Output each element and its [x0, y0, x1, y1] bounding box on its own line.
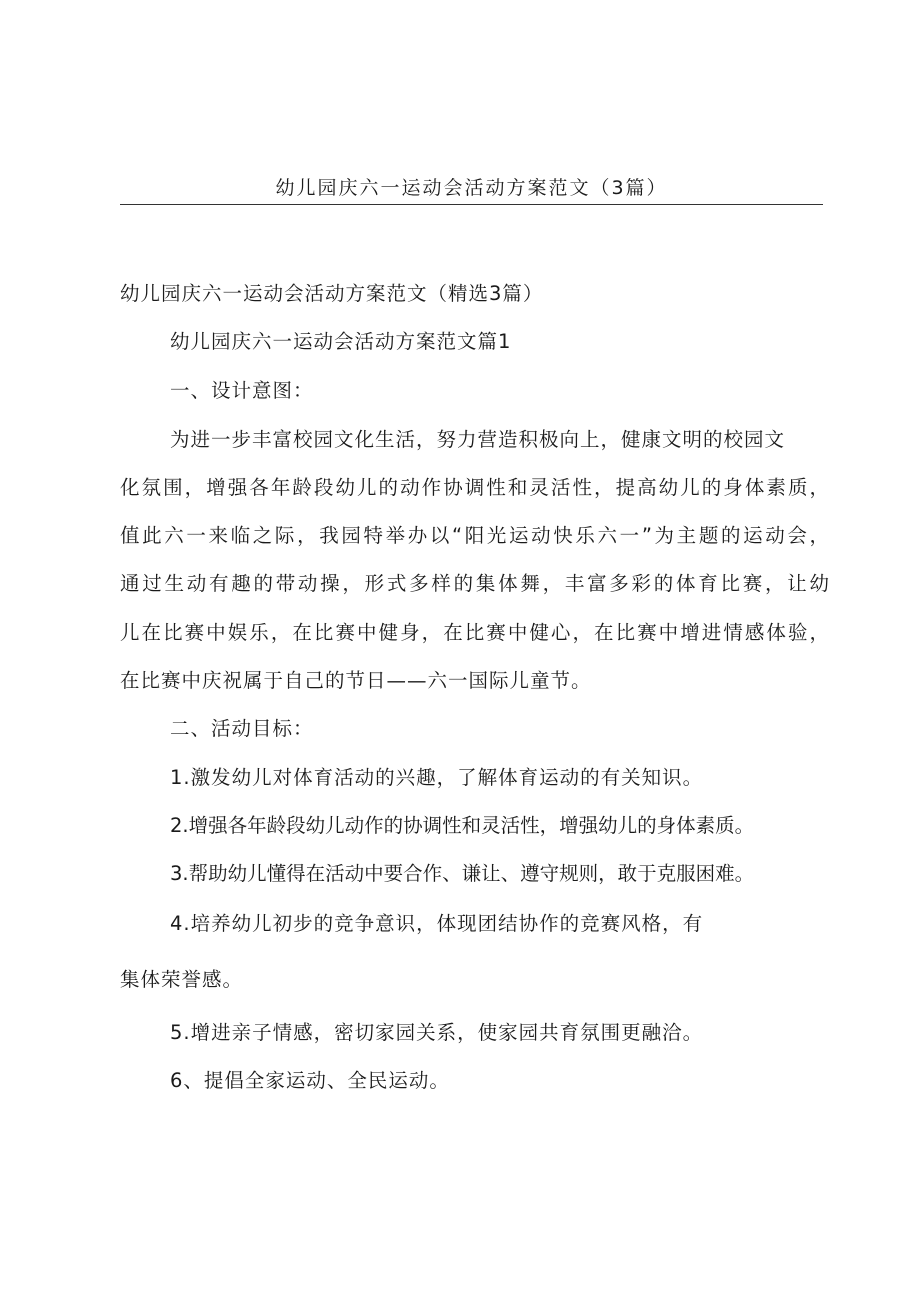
goal-item: 4.培养幼儿初步的竞争意识，体现团结协作的竞赛风格，有: [170, 912, 704, 935]
goal-item-continuation: 集体荣誉感。: [120, 968, 244, 991]
paragraph-line: 化氛围，增强各年龄段幼儿的动作协调性和灵活性，提高幼儿的身体素质，: [120, 476, 830, 499]
goal-item: 1.激发幼儿对体育活动的兴趣，了解体育运动的有关知识。: [170, 766, 704, 789]
goal-item: 6、提倡全家运动、全民运动。: [170, 1069, 450, 1092]
goal-item: 3.帮助幼儿懂得在活动中要合作、谦让、遵守规则，敢于克服困难。: [170, 862, 755, 885]
paragraph-line: 为进一步丰富校园文化生活，努力营造积极向上，健康文明的校园文: [170, 428, 786, 451]
paragraph-line: 值此六一来临之际，我园特举办以“阳光运动快乐六一”为主题的运动会，: [120, 524, 830, 547]
heading-activity-goals: 二、活动目标：: [170, 717, 314, 740]
goal-item: 5.增进亲子情感，密切家园关系，使家园共育氛围更融洽。: [170, 1021, 704, 1044]
paragraph-line: 通过生动有趣的带动操，形式多样的集体舞，丰富多彩的体育比赛，让幼: [120, 572, 830, 595]
paragraph-line: 儿在比赛中娱乐，在比赛中健身，在比赛中健心，在比赛中增进情感体验，: [120, 621, 830, 644]
page-header: 幼儿园庆六一运动会活动方案范文（3篇）: [275, 177, 668, 199]
heading-design-intent: 一、设计意图：: [170, 379, 314, 402]
header-rule: [120, 204, 823, 205]
document-title: 幼儿园庆六一运动会活动方案范文（精选3篇）: [120, 282, 544, 305]
section-title: 幼儿园庆六一运动会活动方案范文篇1: [170, 330, 512, 353]
paragraph-line: 在比赛中庆祝属于自己的节日——六一国际儿童节。: [120, 669, 592, 692]
goal-item: 2.增强各年龄段幼儿动作的协调性和灵活性，增强幼儿的身体素质。: [170, 814, 755, 837]
